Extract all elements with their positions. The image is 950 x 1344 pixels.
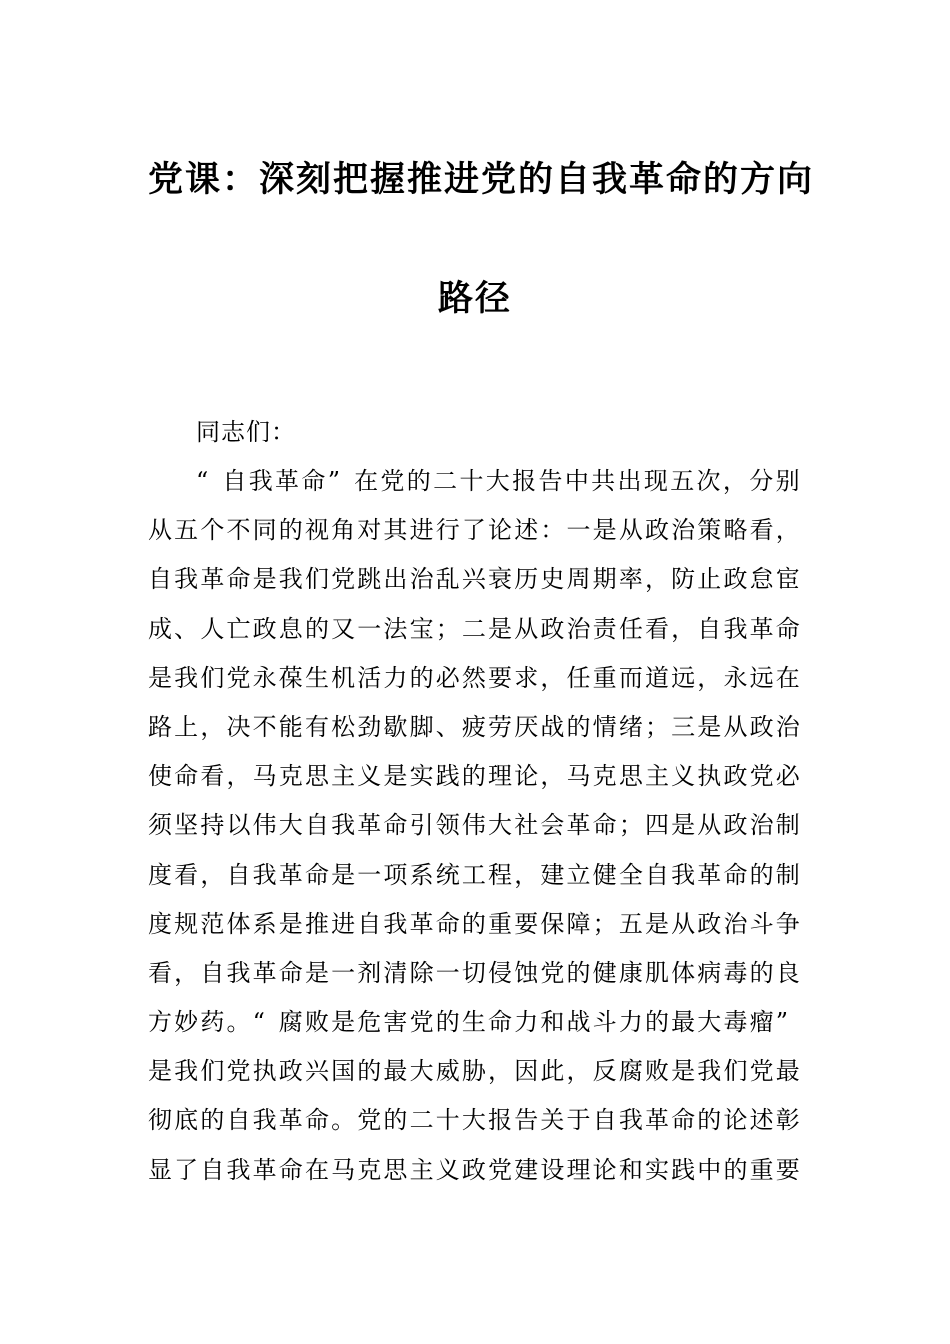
paragraph-line: 看，自我革命是一剂清除一切侵蚀党的健康肌体病毒的良	[148, 958, 800, 987]
paragraph-line: 彻底的自我革命。党的二十大报告关于自我革命的论述彰	[148, 1106, 800, 1135]
paragraph-line: 自我革命是我们党跳出治乱兴衰历史周期率，防止政怠宦	[148, 565, 800, 594]
title-line-1: 党课：深刻把握推进党的自我革命的方向	[148, 159, 815, 200]
paragraph-line: 方妙药。“ 腐败是危害党的生命力和战斗力的最大毒瘤”	[148, 1008, 789, 1037]
paragraph-line: 从五个不同的视角对其进行了论述：一是从政治策略看，	[148, 516, 800, 545]
paragraph-line: 是我们党执政兴国的最大威胁，因此，反腐败是我们党最	[148, 1057, 800, 1086]
paragraph-line: 成、人亡政息的又一法宝；二是从政治责任看，自我革命	[148, 614, 800, 643]
title-line-2: 路径	[437, 278, 512, 319]
paragraph-line: 度规范体系是推进自我革命的重要保障；五是从政治斗争	[148, 909, 800, 938]
paragraph-line: 显了自我革命在马克思主义政党建设理论和实践中的重要	[148, 1155, 800, 1184]
paragraph-line: 须坚持以伟大自我革命引领伟大社会革命；四是从政治制	[148, 811, 800, 840]
body-paragraph	[148, 457, 802, 1195]
paragraph-line: “ 自我革命” 在党的二十大报告中共出现五次，分别	[196, 467, 800, 495]
paragraph-line: 是我们党永葆生机活力的必然要求，任重而道远，永远在	[148, 663, 800, 692]
paragraph-line: 路上，决不能有松劲歇脚、疲劳厌战的情绪；三是从政治	[148, 712, 800, 741]
paragraph-line: 度看，自我革命是一项系统工程，建立健全自我革命的制	[148, 860, 800, 889]
paragraph-line: 使命看，马克思主义是实践的理论，马克思主义执政党必	[148, 762, 800, 791]
greeting: 同志们：	[196, 418, 296, 446]
